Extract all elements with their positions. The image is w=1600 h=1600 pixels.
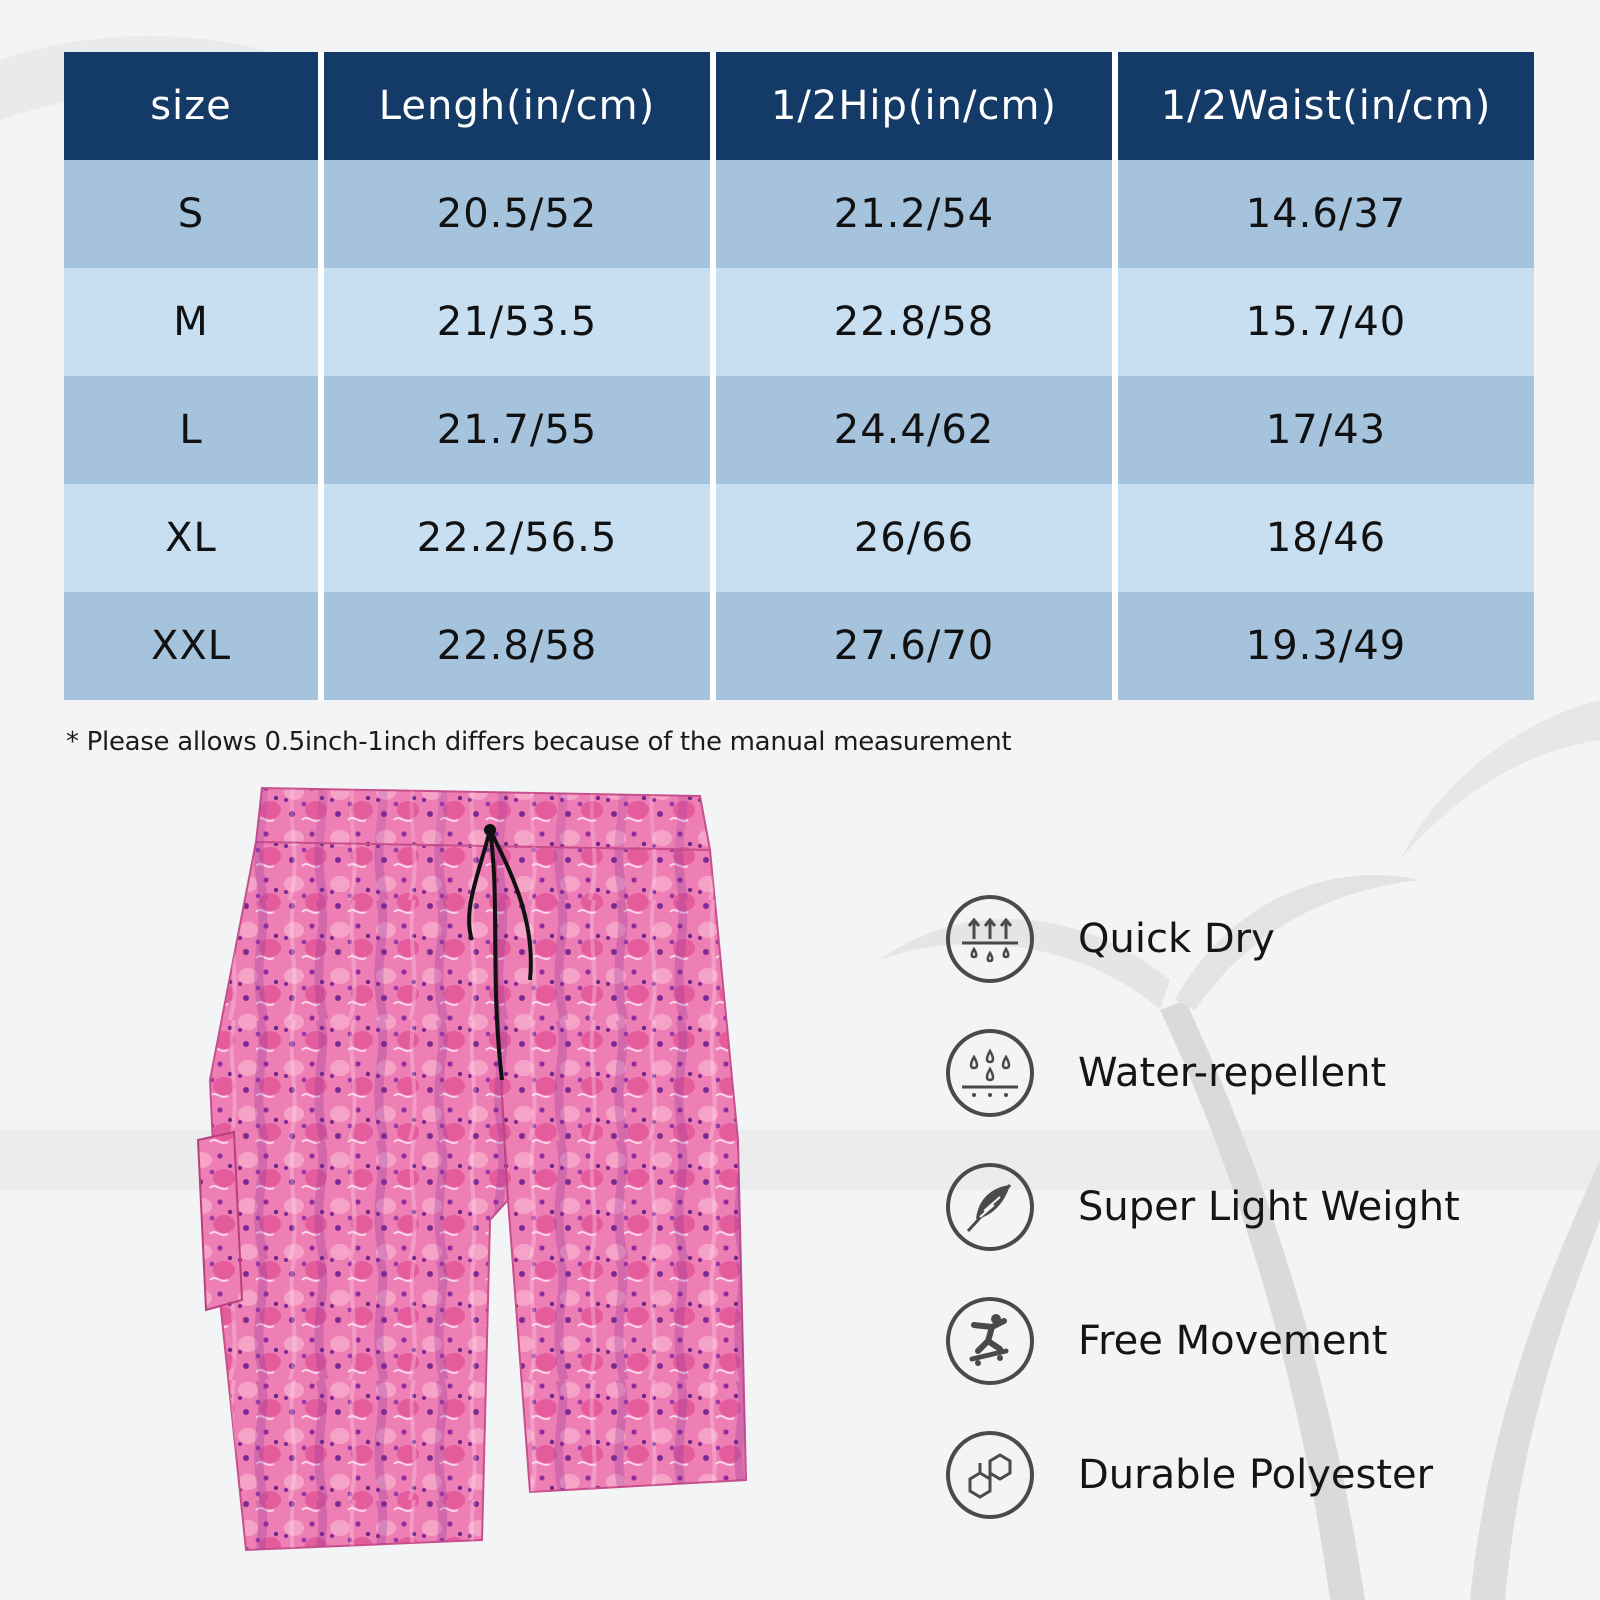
length-cell: 22.8/58 <box>324 592 716 700</box>
table-row <box>64 160 1534 268</box>
size-cell: M <box>64 268 324 376</box>
feature-item <box>944 1408 1564 1542</box>
table-row <box>64 376 1534 484</box>
quick-dry-icon <box>944 893 1036 985</box>
waist-cell: 18/46 <box>1118 484 1534 592</box>
feature-label: Durable Polyester <box>1078 1452 1434 1498</box>
feature-label: Super Light Weight <box>1078 1184 1460 1230</box>
waist-cell: 19.3/49 <box>1118 592 1534 700</box>
feature-label: Water-repellent <box>1078 1050 1387 1096</box>
product-shorts-image <box>190 780 770 1580</box>
length-cell: 21.7/55 <box>324 376 716 484</box>
waist-cell: 17/43 <box>1118 376 1534 484</box>
hip-cell: 27.6/70 <box>716 592 1118 700</box>
hip-cell: 21.2/54 <box>716 160 1118 268</box>
feature-item <box>944 1140 1564 1274</box>
hip-cell: 22.8/58 <box>716 268 1118 376</box>
feature-item <box>944 1274 1564 1408</box>
waist-cell: 14.6/37 <box>1118 160 1534 268</box>
size-cell: XL <box>64 484 324 592</box>
table-row <box>64 268 1534 376</box>
table-row <box>64 484 1534 592</box>
feather-icon <box>944 1161 1036 1253</box>
feature-label: Quick Dry <box>1078 916 1275 962</box>
size-cell: XXL <box>64 592 324 700</box>
header-row <box>64 52 1534 160</box>
feature-item <box>944 872 1564 1006</box>
measurement-note: * Please allows 0.5inch-1inch differs because of the manual measurement <box>66 727 1012 757</box>
feature-item <box>944 1006 1564 1140</box>
size-chart-table <box>64 52 1534 700</box>
water-repellent-icon <box>944 1027 1036 1119</box>
header-half-waist: 1/2Waist(in/cm) <box>1118 52 1534 160</box>
feature-list <box>944 872 1564 1542</box>
header-half-hip: 1/2Hip(in/cm) <box>716 52 1118 160</box>
feature-label: Free Movement <box>1078 1318 1388 1364</box>
size-cell: S <box>64 160 324 268</box>
header-length: Lengh(in/cm) <box>324 52 716 160</box>
waist-cell: 15.7/40 <box>1118 268 1534 376</box>
hexagon-molecule-icon <box>944 1429 1036 1521</box>
header-size: size <box>64 52 324 160</box>
length-cell: 20.5/52 <box>324 160 716 268</box>
size-cell: L <box>64 376 324 484</box>
skateboarder-icon <box>944 1295 1036 1387</box>
length-cell: 22.2/56.5 <box>324 484 716 592</box>
hip-cell: 24.4/62 <box>716 376 1118 484</box>
hip-cell: 26/66 <box>716 484 1118 592</box>
length-cell: 21/53.5 <box>324 268 716 376</box>
table-row <box>64 592 1534 700</box>
